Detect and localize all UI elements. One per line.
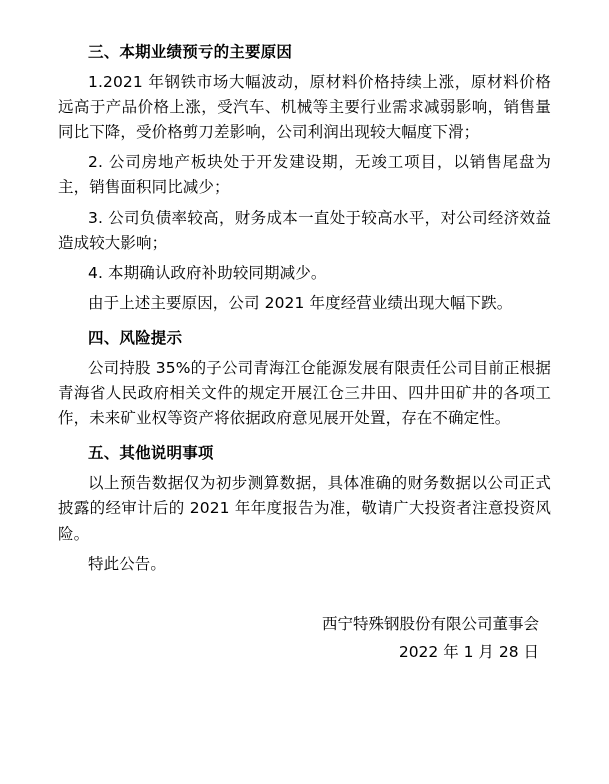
section-heading-5: 五、其他说明事项 [88, 444, 214, 463]
paragraph-reason-3: 3. 公司负债率较高，财务成本一直处于较高水平，对公司经济效益造成较大影响； [58, 208, 551, 252]
paragraph-other-1: 以上预告数据仅为初步测算数据，具体准确的财务数据以公司正式披露的经审计后的 2021 年年度报告为准，敬请广大投资者注意投资风险。 [58, 474, 551, 543]
paragraph-reason-4: 4. 本期确认政府补助较同期减少。 [88, 263, 327, 282]
signature-date: 2022 年 1 月 28 日 [398, 643, 539, 662]
paragraph-reason-1: 1.2021 年钢铁市场大幅波动，原材料价格持续上涨，原材料价格远高于产品价格上涨，受汽车、机械等主要行业需求减弱影响，销售量同比下降，受价格剪刀差影响，公司利润出现较大幅度下滑； [58, 73, 551, 142]
signature-block [58, 611, 551, 666]
section-heading-4: 四、风险提示 [88, 329, 183, 347]
paragraph-reason-2: 2. 公司房地产板块处于开发建设期，无竣工项目，以销售尾盘为主，销售面积同比减少； [58, 153, 551, 197]
signature-company: 西宁特殊钢股份有限公司董事会 [321, 614, 539, 633]
paragraph-risk-1: 公司持股 35%的子公司青海江仓能源发展有限责任公司目前正根据青海省人民政府相关文件的规定开展江仓三井田、四井田矿井的各项工作，未来矿业权等资产将依据政府意见展开处置，存在不确定性。 [58, 359, 551, 428]
paragraph-reason-summary: 由于上述主要原因，公司 2021 年度经营业绩出现大幅下跌。 [88, 293, 513, 312]
section-heading-3: 三、本期业绩预亏的主要原因 [88, 43, 293, 61]
paragraph-other-2: 特此公告。 [88, 554, 167, 573]
